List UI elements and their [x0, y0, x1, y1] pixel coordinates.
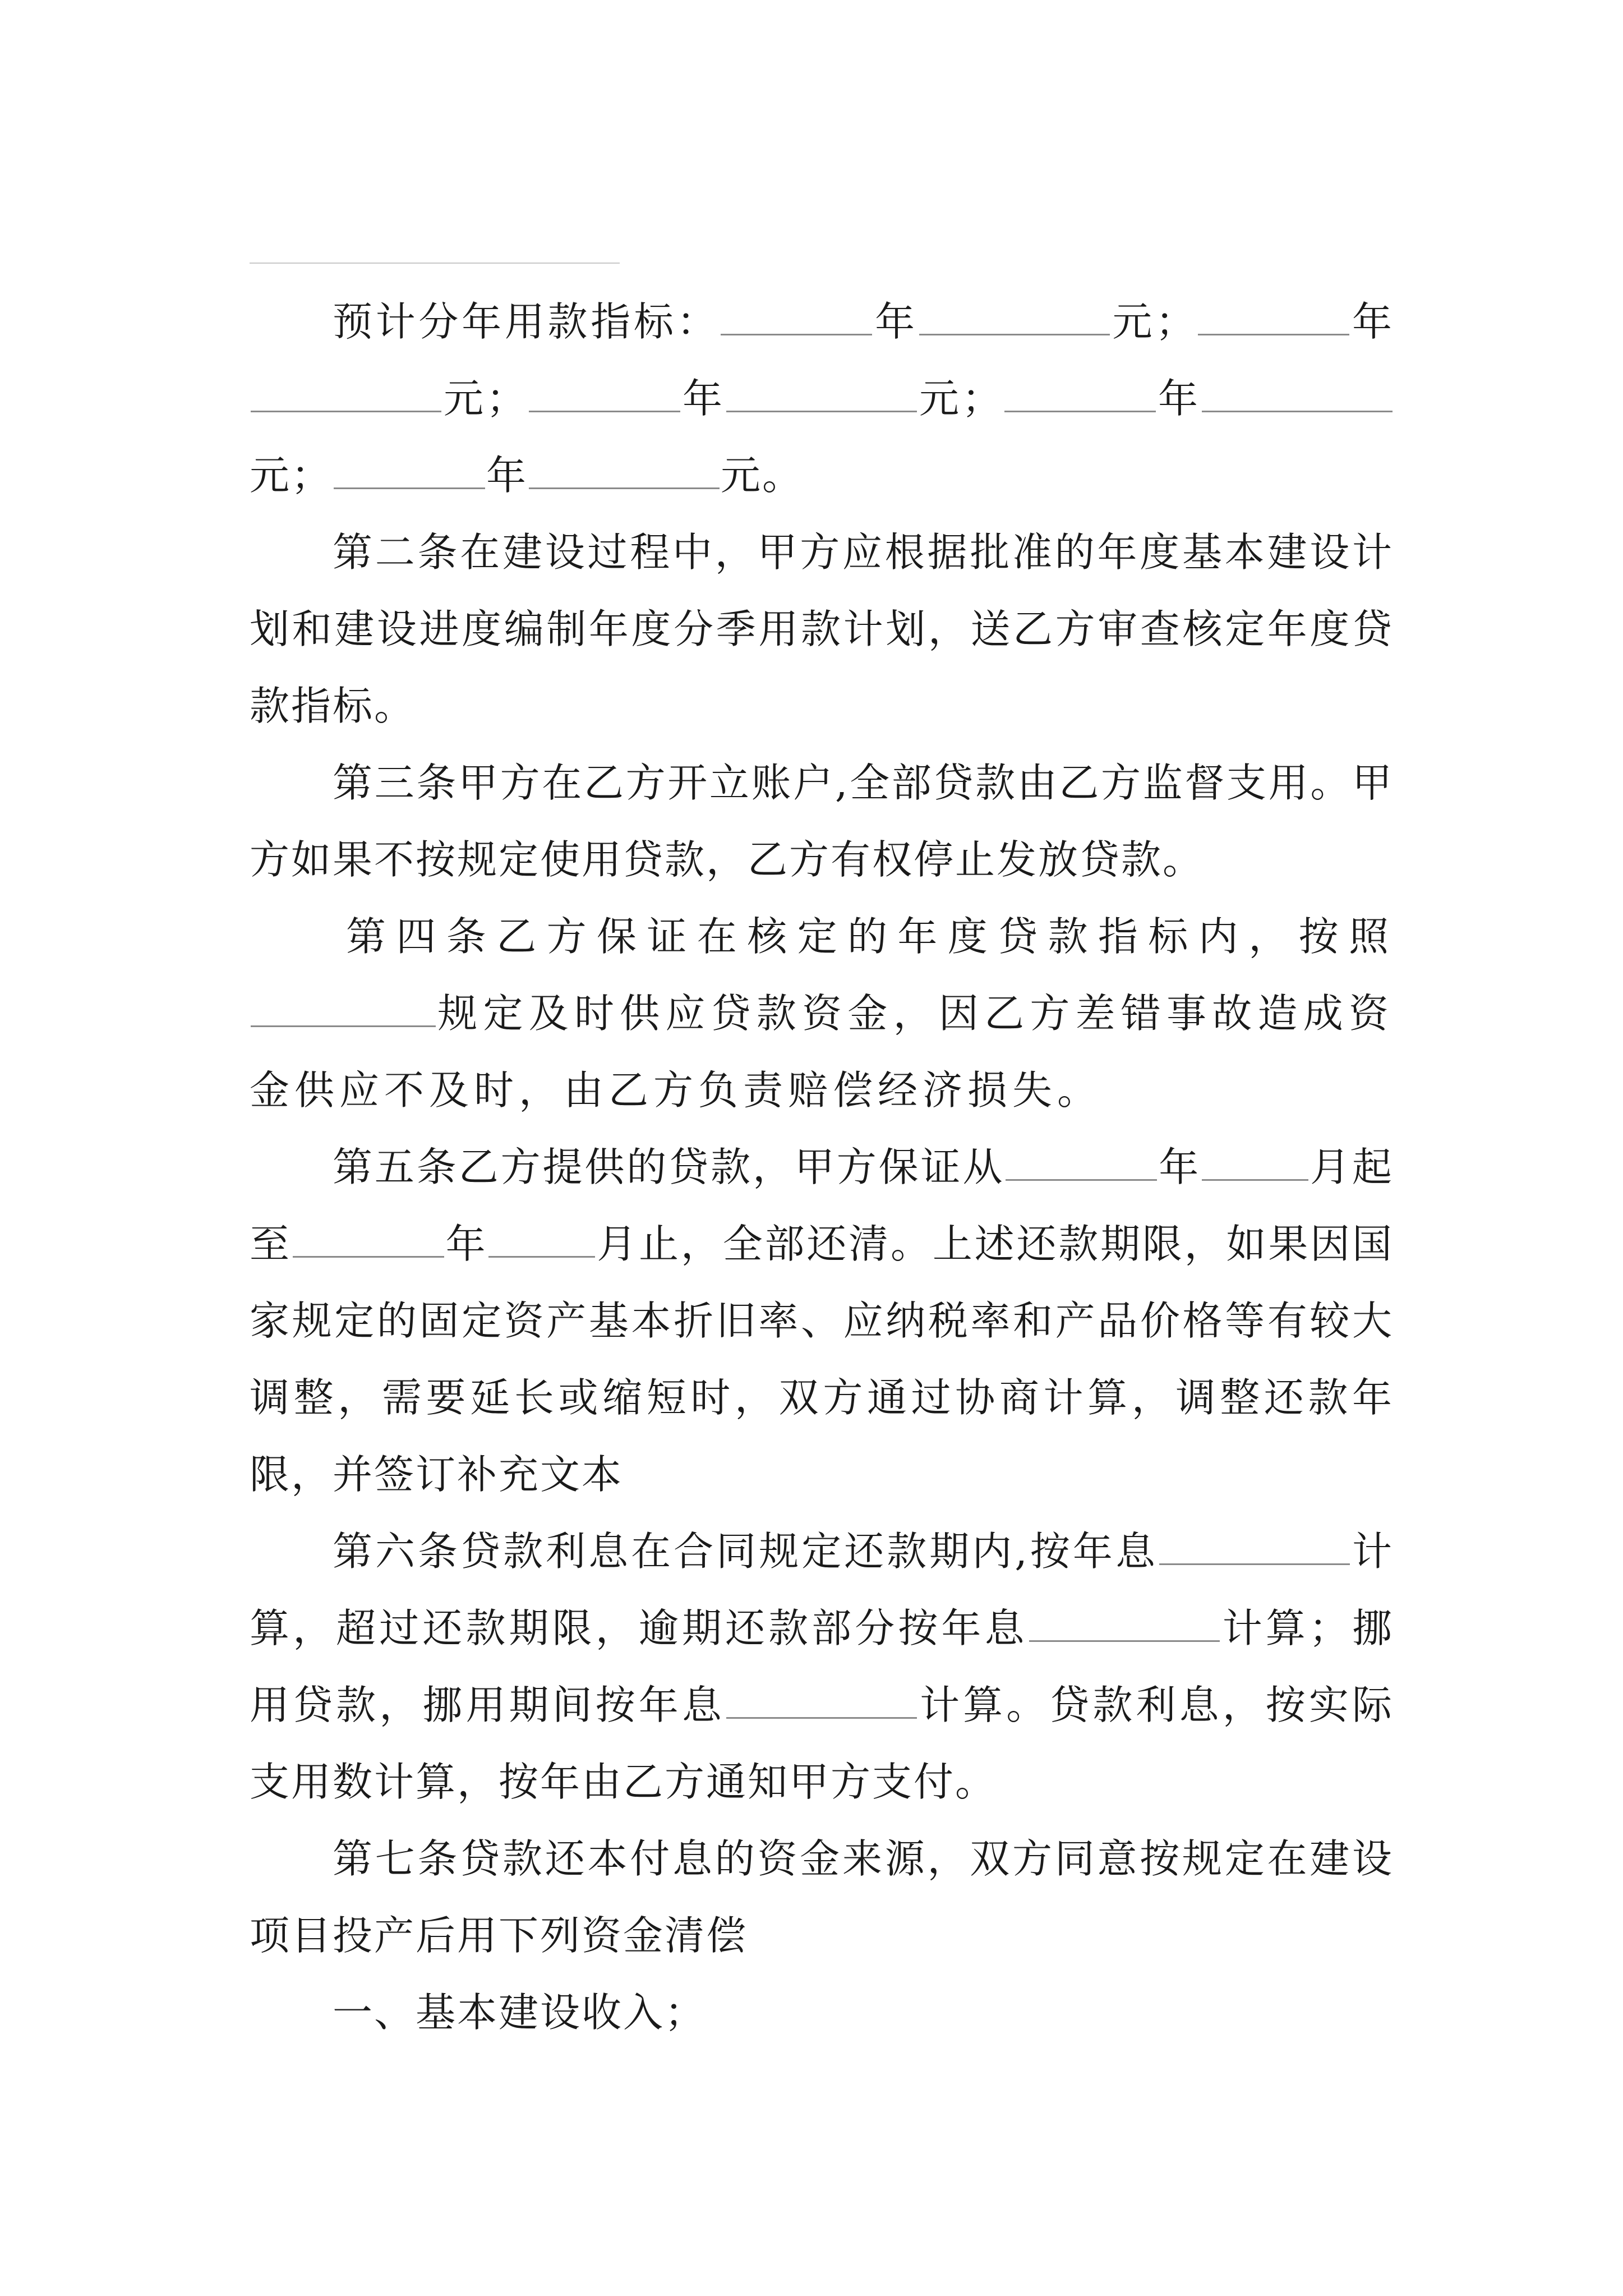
blank-end-year [293, 1220, 444, 1258]
yuan-end-text: 元。 [721, 452, 804, 499]
blank-start-month [1202, 1143, 1308, 1181]
blank-end-month [488, 1220, 595, 1258]
article-6 [250, 1513, 1394, 1820]
article-6-text-d: 计算。贷款利息，按实际支用数计算，按年由乙方通知甲方支付。 [250, 1682, 1394, 1805]
annual-index-label: 预计分年用款指标： [333, 298, 720, 345]
article-5-text-c: 月止，全部还清。上述还款期限，如果因国家规定的固定资产基本折旧率、应纳税率和产品价格等有较大调整，需要延长或缩短时，双方通过协商计算，调整还款年限，并签订补充文本 [250, 1221, 1394, 1498]
article-5-text-a: 第五条乙方提供的贷款，甲方保证从 [333, 1144, 1005, 1190]
year-text: 年 [1158, 1144, 1201, 1190]
yuan-text: 元； [250, 452, 333, 499]
contract-body [250, 283, 1394, 2051]
blank-amount-3 [726, 375, 917, 412]
article-2: 第二条在建设过程中，甲方应根据批准的年度基本建设计划和建设进度编制年度分季用款计划，送乙方审查核定年度贷款指标。 [250, 529, 1394, 729]
article-3: 第三条甲方在乙方开立账户,全部贷款由乙方监督支用。甲方如果不按规定使用贷款，乙方有权停止发放贷款。 [250, 760, 1394, 883]
yuan-text: 元； [442, 375, 528, 422]
year-text: 年 [873, 298, 918, 345]
article-6-text-a: 第六条贷款利息在合同规定还款期内,按年息 [333, 1528, 1158, 1575]
article-6-text-c: 计算；挪用贷款，挪用期间按年息 [250, 1605, 1394, 1728]
blank-year-2 [1198, 298, 1349, 335]
blank-amount-2 [251, 375, 441, 412]
yuan-text: 元； [918, 375, 1003, 422]
blank-rate-3 [726, 1681, 917, 1719]
blank-year-5 [334, 452, 485, 489]
blank-amount-1 [919, 298, 1110, 335]
blank-rate-2 [1029, 1604, 1220, 1642]
blank-year-3 [529, 375, 680, 412]
blank-rate-1 [1159, 1527, 1350, 1565]
year-text: 年 [1350, 298, 1394, 345]
article-4-text-b: 规定及时供应贷款资金，因乙方差错事故造成资金供应不及时，由乙方负责赔偿经济损失。 [250, 990, 1394, 1114]
year-text: 年 [445, 1221, 488, 1267]
article-4-text-a: 第四条乙方保证在核定的年度贷款指标内，按照 [346, 913, 1394, 960]
yuan-text: 元； [1110, 298, 1197, 345]
year-text: 年 [486, 452, 528, 499]
blank-amount-4 [1202, 375, 1393, 412]
blank-regulation [251, 990, 436, 1027]
annual-loan-index-paragraph [250, 283, 1394, 514]
year-text: 年 [681, 375, 725, 422]
article-4 [250, 898, 1394, 1129]
month-text: 月 [1310, 1144, 1352, 1190]
article-5-text-b: 起至 [250, 1144, 1394, 1267]
blank-start-year [1006, 1143, 1157, 1181]
article-5 [250, 1129, 1394, 1513]
item-1: 一、基本建设收入； [333, 1989, 707, 2036]
blank-amount-5 [529, 452, 720, 489]
header-rule [250, 263, 620, 264]
article-7: 第七条贷款还本付息的资金来源，双方同意按规定在建设项目投产后用下列资金清偿 [250, 1835, 1394, 1959]
blank-year-1 [721, 298, 872, 335]
year-text: 年 [1157, 375, 1201, 422]
article-6-text-b: 计算，超过还款期限，逾期还款部分按年息 [250, 1528, 1394, 1651]
blank-year-4 [1004, 375, 1156, 412]
